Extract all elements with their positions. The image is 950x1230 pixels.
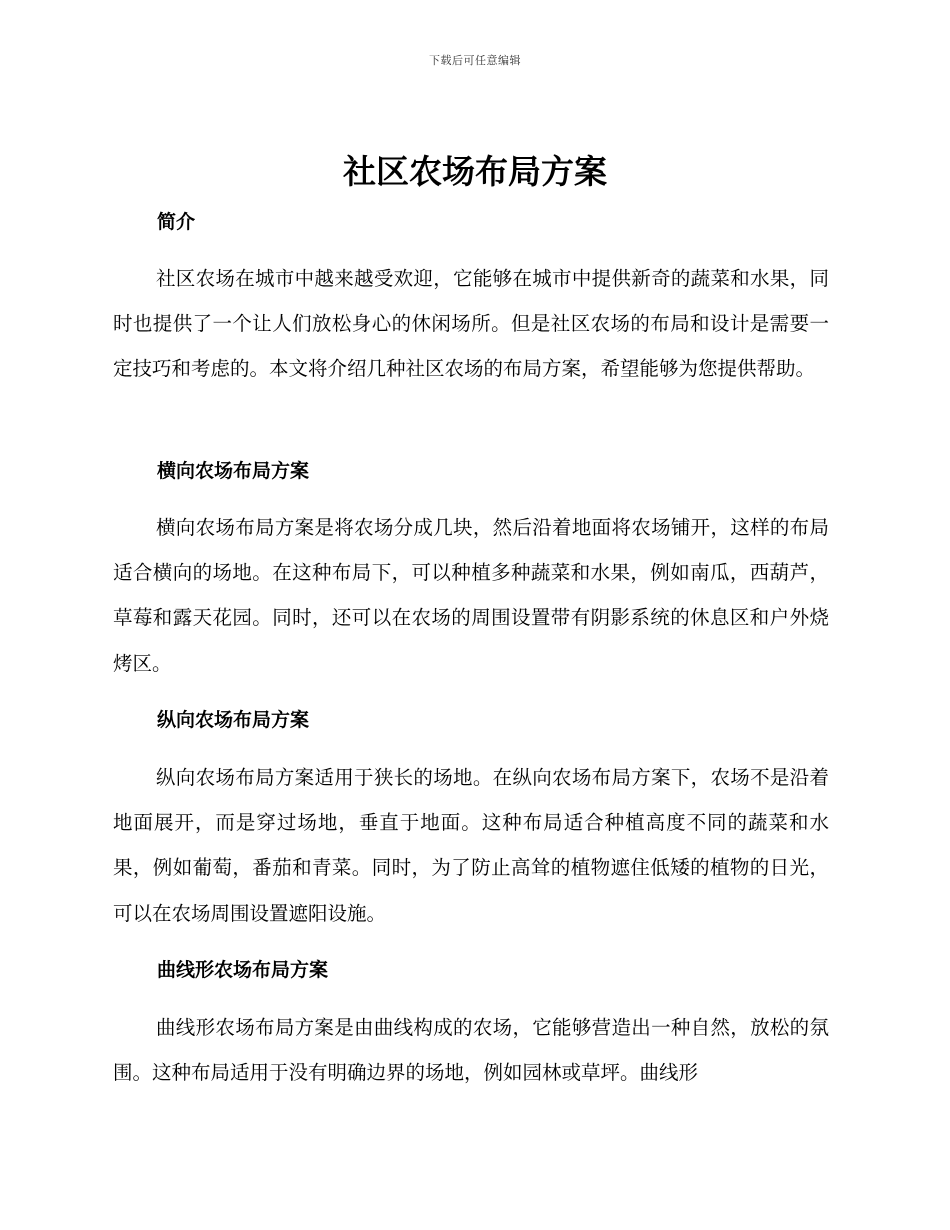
- section-heading-curved: 曲线形农场布局方案: [157, 959, 329, 981]
- section-heading-intro: 简介: [157, 211, 196, 233]
- section-body-intro: 社区农场在城市中越来越受欢迎，它能够在城市中提供新奇的蔬菜和水果，同时也提供了一个让人们放松身心的休闲场所。但是社区农场的布局和设计是需要一定技巧和考虑的。本文将介绍几种社区农场的布局方案，希望能够为您提供帮助。: [113, 267, 829, 381]
- section-heading-vertical: 纵向农场布局方案: [157, 709, 310, 731]
- page-header-note: 下载后可任意编辑: [429, 54, 521, 67]
- document-title: 社区农场布局方案: [343, 152, 607, 191]
- section-body-vertical: 纵向农场布局方案适用于狭长的场地。在纵向农场布局方案下，农场不是沿着地面展开，而是穿过场地，垂直于地面。这种布局适合种植高度不同的蔬菜和水果，例如葡萄，番茄和青菜。同时，为了防止高耸的植物遮住低矮的植物的日光，可以在农场周围设置遮阳设施。: [113, 766, 829, 925]
- section-body-horizontal: 横向农场布局方案是将农场分成几块，然后沿着地面将农场铺开，这样的布局适合横向的场地。在这种布局下，可以种植多种蔬菜和水果，例如南瓜，西葫芦，草莓和露天花园。同时，还可以在农场的周围设置带有阴影系统的休息区和户外烧烤区。: [113, 516, 829, 675]
- section-heading-horizontal: 横向农场布局方案: [157, 460, 310, 482]
- section-body-curved: 曲线形农场布局方案是由曲线构成的农场，它能够营造出一种自然，放松的氛围。这种布局适用于没有明确边界的场地，例如园林或草坪。曲线形: [113, 1016, 829, 1085]
